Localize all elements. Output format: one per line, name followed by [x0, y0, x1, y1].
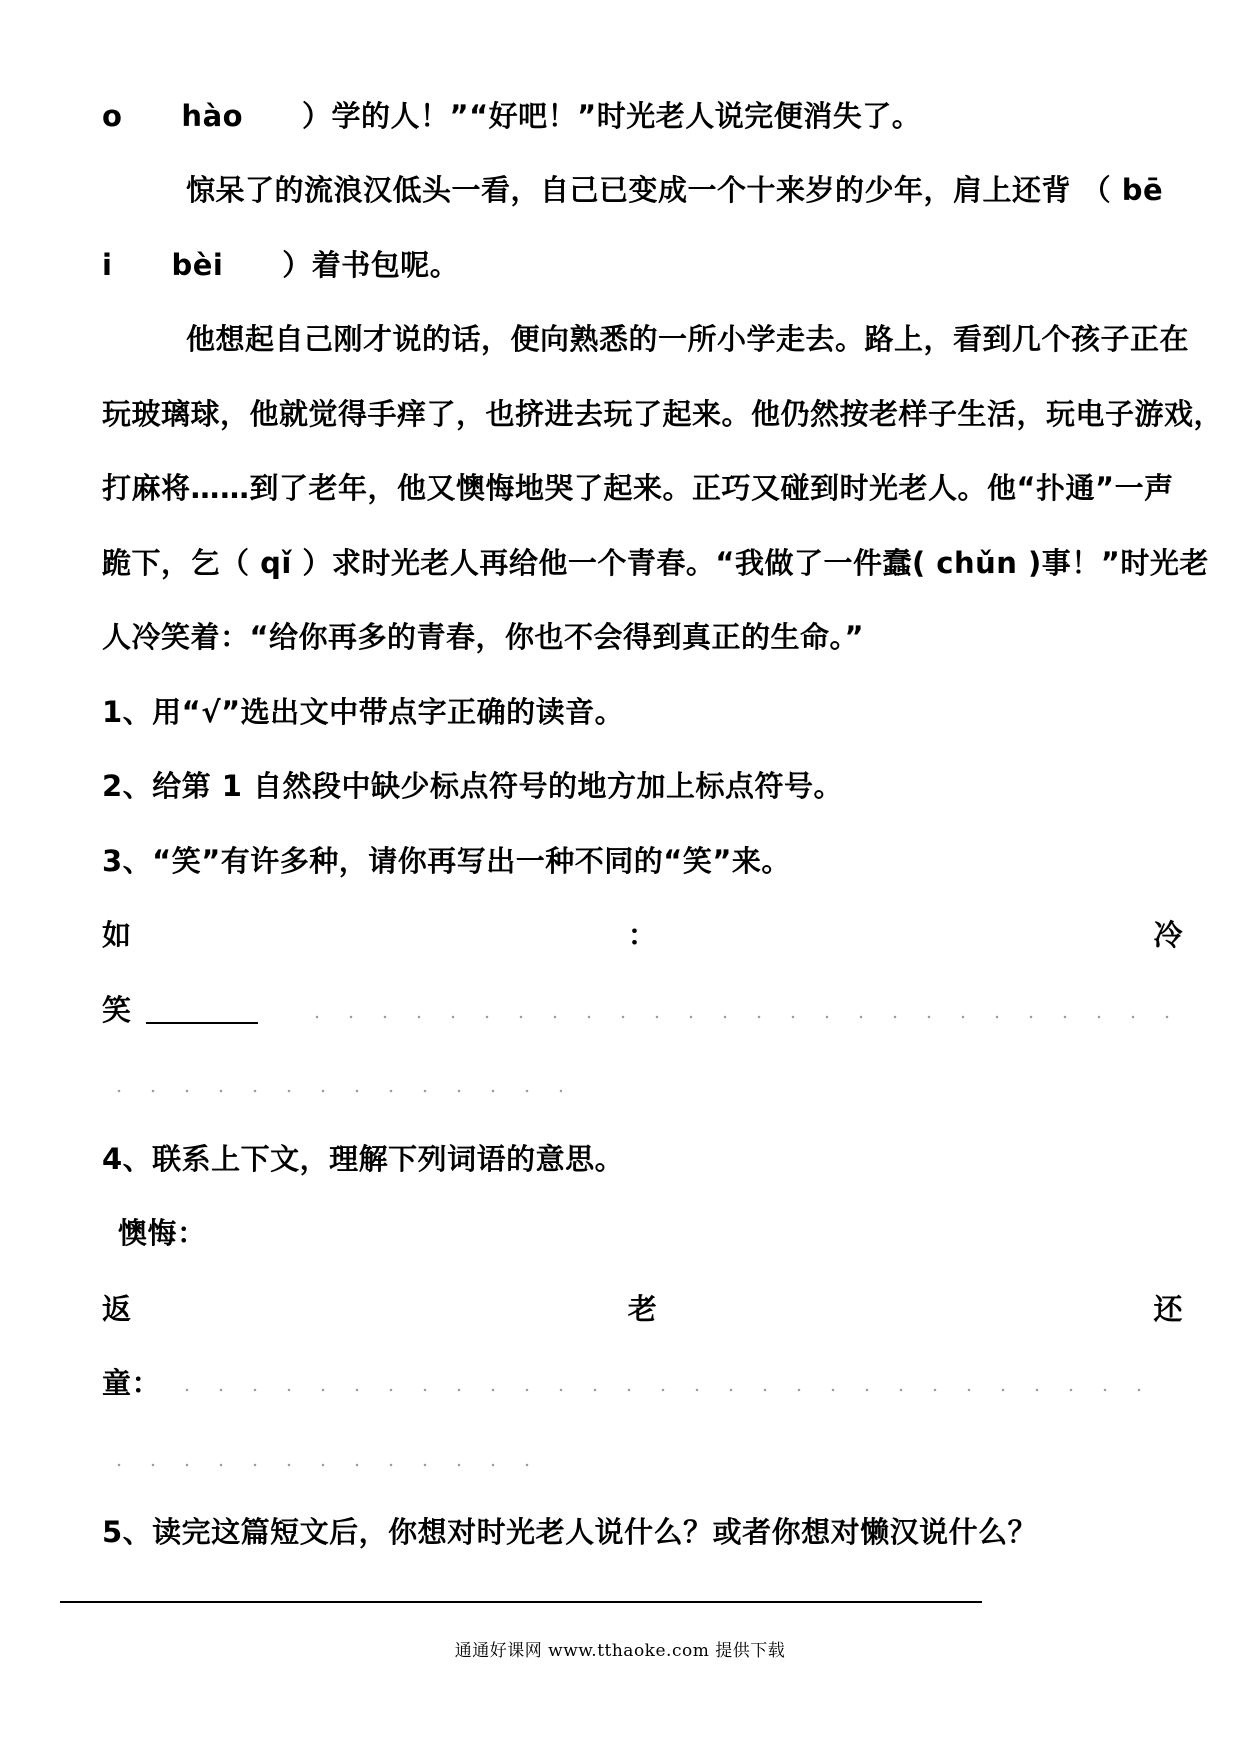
- question-4-word-2: [102, 1289, 1183, 1329]
- example-char-xiao: 笑: [102, 993, 132, 1027]
- passage-line-6: 打麻将……到了老年，他又懊悔地哭了起来。正巧又碰到时光老人。他“扑通”一声: [102, 471, 1174, 505]
- question-4-word-1: 懊悔：: [118, 1216, 207, 1250]
- answer-dotted-line[interactable]: [102, 1088, 562, 1094]
- footer-credit: 通通好课网 www.tthaoke.com 提供下载: [454, 1641, 786, 1661]
- word-char-lao: 老: [627, 1292, 658, 1326]
- example-char-leng: 冷: [1153, 918, 1183, 952]
- passage-line-2: 惊呆了的流浪汉低头一看，自己已变成一个十来岁的少年，肩上还背 （ bē: [186, 173, 1164, 207]
- question-2: 2、给第 1 自然段中缺少标点符号的地方加上标点符号。: [102, 769, 844, 803]
- question-4-word-2-line2: 童：: [102, 1366, 162, 1400]
- passage-line-4: 他想起自己刚才说的话，便向熟悉的一所小学走去。路上，看到几个孩子正在: [186, 322, 1190, 356]
- passage-line-8: 人冷笑着：“给你再多的青春，你也不会得到真正的生命。”: [102, 620, 865, 654]
- answer-rule[interactable]: [60, 1601, 982, 1603]
- passage-line-3: i bèi ）着书包呢。: [102, 248, 460, 282]
- passage-line-7: 跪下，乞（ qǐ ）求时光老人再给他一个青春。“我做了一件蠢( chǔn )事！”时光老: [102, 546, 1209, 580]
- question-3-example: [102, 915, 1183, 955]
- word-char-huan: 还: [1153, 1292, 1183, 1326]
- question-5: 5、读完这篇短文后，你想对时光老人说什么？或者你想对懒汉说什么？: [102, 1515, 1038, 1549]
- answer-dotted-line[interactable]: [300, 1014, 1170, 1020]
- answer-space[interactable]: [200, 1229, 700, 1235]
- answer-dotted-line[interactable]: [102, 1462, 532, 1468]
- passage-line-5: 玩玻璃球，他就觉得手痒了，也挤进去玩了起来。他仍然按老样子生活，玩电子游戏，: [102, 397, 1224, 431]
- question-3-example-line2: [102, 990, 258, 1030]
- answer-dotted-line[interactable]: [170, 1387, 1170, 1393]
- question-1: 1、用“√”选出文中带点字正确的读音。: [102, 695, 625, 729]
- passage-line-1: o hào ）学的人！”“好吧！”时光老人说完便消失了。: [102, 99, 922, 133]
- example-char-ru: 如: [102, 918, 132, 952]
- question-3: 3、“笑”有许多种，请你再写出一种不同的“笑”来。: [102, 844, 791, 878]
- answer-blank[interactable]: [146, 994, 258, 1024]
- word-char-fan: 返: [102, 1292, 132, 1326]
- question-4: 4、联系上下文，理解下列词语的意思。: [102, 1142, 625, 1176]
- example-colon: ：: [627, 918, 658, 952]
